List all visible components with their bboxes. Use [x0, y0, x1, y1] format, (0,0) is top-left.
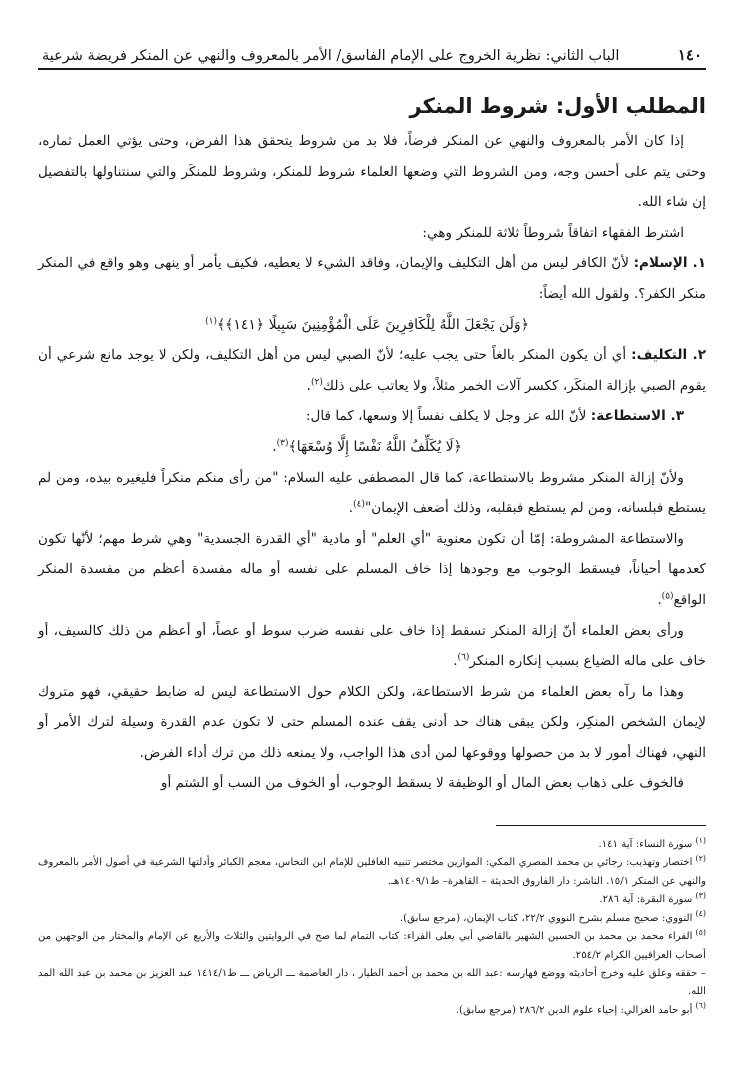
footnote: [38, 854, 706, 891]
footnote-continuation: [38, 965, 706, 1002]
condition-istitaa: [38, 401, 706, 432]
condition-taklif: ٢. التكليف: أي أن يكون المنكر بالغاً حتى يجب عليه؛ لأنّ الصبي ليس من أهل التكليف، ولكن لا يوجد مانع شرعي أن يقوم الصبي بإزالة المنكَر، ككسر آلات الخمر مثلاً، ولا يعاتب على ذلك$^{(٢)}$.: [38, 347, 706, 394]
section-title: المطلب الأول: شروط المنكر: [409, 94, 706, 118]
running-title: الباب الثاني: نظرية الخروج على الإمام الفاسق/ الأمر بالمعروف والنهي عن المنكر فريضة شرعية: [42, 48, 620, 64]
istitaa-types-text: والاستطاعة المشروطة: إمّا أن تكون معنوية "أي العلم" أو مادية "أي القدرة الجسدية" وهي شرط مهم؛ لأنّها تكون كعدمها أحياناً، فيسقط الوجوب مع وجودها إذا خاف المسلم على نفسه أو ماله مفسدة أعظم من مفسدة المنكر الواقع: [38, 530, 706, 608]
running-header: [38, 46, 706, 70]
scholars-view-paragraph: ورأى بعض العلماء أنّ إزالة المنكر تسقط إذا خاف على نفسه ضرب سوط أو عصاً، أو أعظم من ذلك كالسيف، أو خاف على ماله الضياع بسبب إنكاره المنكر$^{(٦)}$.: [38, 622, 706, 670]
footnote-text: النووي: صحيح مسلم بشرح النووي ٢٢/٢، كتاب الإيمان، (مرجع سابق).: [399, 912, 693, 924]
scholars-view-text: ورأى بعض العلماء أنّ إزالة المنكر تسقط إذا خاف على نفسه ضرب سوط أو عصاً، أو أعظم من ذلك كالسيف، أو خاف على ماله الضياع بسبب إنكاره المنكر: [38, 622, 706, 670]
footnote: [38, 1002, 706, 1020]
footnote-ref-1[interactable]: (١): [205, 315, 217, 326]
page-number: ١٤٠: [677, 46, 702, 64]
condition-islam-label: ١. الإسلام:: [633, 255, 706, 272]
hadith-paragraph: ولأنّ إزالة المنكر مشروط بالاستطاعة، كما قال المصطفى عليه السلام: "من رأى منكم منكراً فليغيره بيده، ومن لم يستطع فبلسانه، ومن لم يستطع فبقلبه، وذلك أضعف الإيمان"$^{(٤)}$.: [38, 469, 706, 517]
footnote-number: (٢): [695, 854, 706, 864]
footnote-ref-6[interactable]: (٦): [457, 652, 470, 663]
footnote-separator: [496, 825, 706, 826]
footnote-text: اختصار وتهذيب: رجائي بن محمد المصري المكي: الموازين مختصر تنبيه الغافلين للإمام ابن النحاس، معجم الكبائر وأدلتها الشرعية في أصول الأمر بالمعروف والنهي عن المنكر ١٥/١. الناشر: دار الفاروق الحديثة – القاهرة– ط١٤٠٩/١هـ.: [38, 857, 706, 887]
capability-paragraph: وهذا ما رآه بعض العلماء من شرط الاستطاعة، ولكن الكلام حول الاستطاعة ليس له ضابط حقيقي، فهو متروك لإيمان الشخص المنكِر، ولكن يبقى هناك حد أدنى يقف عنده المسلم حتى لا تكون عدم القدرة وسيلة لترك الأمر أو النهي، فهناك أمور لا بد من حصولها ووقوعها لمن أدى هذا الواجب، ولا يمنعه ذلك من ترك أداء الفرض.: [38, 683, 706, 761]
fear-paragraph: فالخوف على ذهاب بعض المال أو الوظيفة لا يسقط الوجوب، أو الخوف من السب أو الشتم أو: [160, 775, 684, 792]
footnote: [38, 891, 706, 909]
footnote: [38, 928, 706, 965]
body-text: [38, 126, 706, 799]
verse-baqara: ﴿لَا يُكَلِّفُ اللَّهُ نَفْسًا إِلَّا وُسْعَهَا﴾$^{(٣)}$.: [272, 438, 462, 455]
footnote-text: – حققه وعلق عليه وخرج أحاديثه ووضع فهارسه :عبد الله بن محمد بن أحمد الطيار ، دار العاصمة ـــ الرياض ـــ ط١٤١٤/١ عبد العزيز بن محمد بن عبد الله المد الله.: [38, 967, 706, 998]
condition-islam: [38, 248, 706, 309]
intro-paragraph: إذا كان الأمر بالمعروف والنهي عن المنكر فرضاً، فلا بد من شروط يتحقق هذا الفرض، وحتى يؤتي العمل ثماره، وحتى يتم على أحسن وجه، ومن الشروط التي وضعها العلماء شروط للمنكر، وشروط للمنكَر والتي سنتناولها بالتفصيل إن شاء الله.: [38, 133, 706, 211]
footnote-ref-2[interactable]: (٢): [310, 377, 323, 388]
verse-nisa-text: ﴿وَلَن يَجْعَلَ اللَّهُ لِلْكَافِرِينَ عَلَى الْمُؤْمِنِينَ سَبِيلًا ﴿١٤١﴾﴾: [216, 316, 529, 333]
condition-istitaa-text: لأنّ الله عز وجل لا يكلف نفساً إلا وسعها، كما قال:: [305, 408, 587, 425]
condition-taklif-text: أي أن يكون المنكر بالغاً حتى يجب عليه؛ لأنّ الصبي ليس من أهل التكليف، ولكن لا يوجد مانع شرعي أن يقوم الصبي بإزالة المنكَر، ككسر آلات الخمر مثلاً، ولا يعاتب على ذلك: [38, 347, 706, 394]
hadith-text: ولأنّ إزالة المنكر مشروط بالاستطاعة، كما قال المصطفى عليه السلام: "من رأى منكم منكراً فليغيره بيده، ومن لم يستطع فبلسانه، ومن لم يستطع فبقلبه، وذلك أضعف الإيمان": [38, 469, 706, 517]
footnote-ref-3[interactable]: (٣): [276, 438, 289, 449]
footnote-number: (٤): [695, 909, 706, 919]
footnote-text: سورة النساء: آية ١٤١.: [598, 839, 693, 851]
footnote-number: (٣): [695, 890, 706, 900]
verse-baqara-text: ﴿لَا يُكَلِّفُ اللَّهُ نَفْسًا إِلَّا وُسْعَهَا﴾: [288, 438, 462, 455]
footnote-text: سورة البقرة: آية ٢٨٦.: [599, 894, 693, 906]
footnote: [38, 836, 706, 854]
footnote-number: (٦): [695, 1001, 706, 1011]
condition-islam-text: لأنّ الكافر ليس من أهل التكليف والإيمان، وفاقد الشيء لا يعطيه، فكيف يأمر أو ينهى وهو واقع في المنكر منكر الكفر؟. ولقول الله أيضاً:: [38, 255, 706, 302]
footnote-number: (٥): [695, 927, 706, 937]
footnotes: [38, 836, 706, 1020]
condition-taklif-label: ٢. التكليف:: [631, 347, 706, 364]
condition-istitaa-label: ٣. الاستطاعة:: [590, 408, 684, 425]
footnote-text: الفراء محمد بن محمد بن الحسين الشهير بالقاضي أبي يعلى الفراء: كتاب التمام لما صح في الروايتين والثلاث والأربع عن الإمام والمختار من الوجهين من أصحاب العراقيين الكرام ٢٥٤/٢.: [38, 931, 706, 961]
conditions-intro: اشترط الفقهاء اتفاقاً شروطاً ثلاثة للمنكر وهي:: [422, 224, 684, 241]
verse-nisa: [38, 310, 706, 341]
footnote-text: أبو حامد الغزالي: إحياء علوم الدين ٢٨٦/٢ (مرجع سابق).: [455, 1004, 693, 1016]
footnote-ref-4[interactable]: (٤): [353, 499, 365, 510]
page: [38, 46, 706, 1092]
istitaa-types-paragraph: والاستطاعة المشروطة: إمّا أن تكون معنوية "أي العلم" أو مادية "أي القدرة الجسدية" وهي شرط مهم؛ لأنّها تكون كعدمها أحياناً، فيسقط الوجوب مع وجودها إذا خاف المسلم على نفسه أو ماله مفسدة أعظم من مفسدة المنكر الواقع$^{(٥)}$.: [38, 530, 706, 608]
footnote-number: (١): [695, 835, 706, 845]
footnote-ref-5[interactable]: (٥): [661, 591, 674, 602]
footnote: [38, 910, 706, 928]
